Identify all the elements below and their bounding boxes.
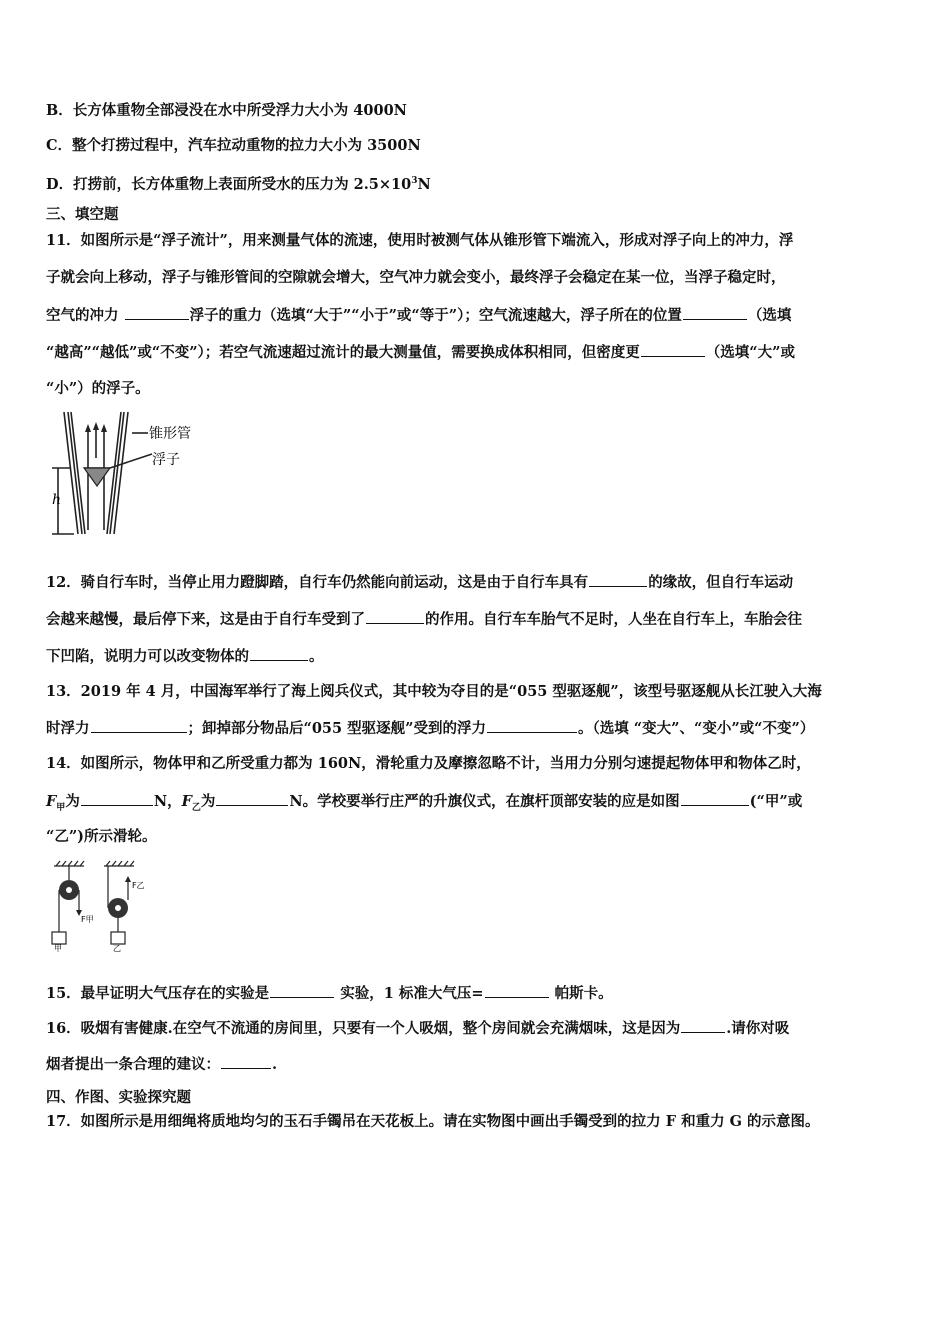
force-yi: F (181, 793, 192, 810)
q16-text-c: 烟者提出一条合理的建议： (46, 1056, 220, 1073)
q11-text-d: “越高”“越低”或“不变”）；若空气流速超过流计的最大测量值，需要换成体积相同，但密度更 (46, 344, 640, 361)
q11-line-3 (46, 305, 791, 326)
tube-label: 锥形管 (149, 426, 191, 442)
q14-end: (“甲”或 (749, 793, 803, 810)
pulley-figure (44, 860, 164, 952)
q11-line-1: 11．如图所示是“浮子流计”，用来测量气体的流速，使用时被测气体从锥形管下端流入，形成对浮子向上的冲力，浮 (46, 232, 794, 249)
q11-line-5: “小”）的浮子。 (46, 380, 150, 397)
q16-text-d: . (272, 1056, 278, 1073)
q15-text-b: 实验，1 标准大气压= (335, 985, 484, 1002)
q14-n-2: N。学校要举行庄严的升旗仪式，在旗杆顶部安装的应是如图 (289, 793, 680, 810)
q16-line-2 (46, 1054, 277, 1075)
float-flowmeter-figure (44, 408, 194, 538)
force-jia: F (46, 793, 57, 810)
q16-text-a: 16．吸烟有害健康.在空气不流通的房间里，只要有一个人吸烟，整个房间就会充满烟味，这是因为 (46, 1020, 681, 1037)
q14-line-3: “乙”)所示滑轮。 (46, 828, 157, 845)
q16-blank-2[interactable] (221, 1054, 271, 1069)
q11-text-b: 浮子的重力（选填“大于”“小于”或“等于”）；空气流速越大，浮子所在的位置 (189, 307, 682, 324)
q14-blank-3[interactable] (681, 791, 749, 806)
tube-left-outer (64, 412, 78, 534)
q11-text-c: （选填 (747, 307, 792, 324)
section-heading-fill-blank: 三、填空题 (46, 206, 119, 223)
fig-object-yi: 乙 (113, 944, 121, 952)
q13-line-2 (46, 718, 814, 739)
q13-text-b: ；卸掉部分物品后“055 型驱逐舰”受到的浮力 (187, 720, 486, 737)
float-label: 浮子 (152, 452, 180, 468)
q12-text-b: 的缘故，但自行车运动 (648, 574, 794, 591)
q14-n-1: N， (153, 793, 182, 810)
q12-line-2 (46, 609, 802, 630)
q12-blank-3[interactable] (250, 646, 308, 661)
option-d-exponent: 3 (411, 176, 418, 186)
q13-line-1: 13．2019 年 4 月，中国海军举行了海上阅兵仪式，其中较为夺目的是“055 型驱逐舰”，该型号驱逐舰从长江驶入大海 (46, 683, 822, 700)
q15-text-c: 帕斯卡。 (549, 985, 613, 1002)
option-c: C．整个打捞过程中，汽车拉动重物的拉力大小为 3500N (46, 137, 421, 154)
q12-text-d: 的作用。自行车车胎气不足时，人坐在自行车上，车胎会往 (425, 611, 802, 628)
q14-line-2 (46, 791, 802, 818)
q15-text-a: 15．最早证明大气压存在的实验是 (46, 985, 270, 1002)
q11-blank-2[interactable] (683, 305, 747, 320)
fig-object-jia: 甲 (54, 944, 62, 952)
option-d-text: D．打捞前，长方体重物上表面所受水的压力为 2.5×10 (46, 175, 412, 193)
q12-text-a: 12．骑自行车时，当停止用力蹬脚踏，自行车仍然能向前运动，这是由于自行车具有 (46, 574, 589, 591)
q11-text-e: （选填“大”或 (705, 344, 795, 361)
q12-blank-2[interactable] (366, 609, 424, 624)
q17-line: 17．如图所示是用细绳将质地均匀的玉石手镯吊在天花板上。请在实物图中画出手镯受到的拉力 F 和重力 G 的示意图。 (46, 1113, 820, 1130)
section-heading-drawing: 四、作图、实验探究题 (46, 1089, 191, 1106)
option-d-unit: N (417, 175, 431, 193)
q12-blank-1[interactable] (589, 572, 647, 587)
q16-text-b: .请你对吸 (726, 1020, 790, 1037)
q12-text-f: 。 (309, 648, 324, 665)
tube-right-outer (114, 412, 128, 534)
q11-text-a: 空气的冲力 (46, 307, 124, 324)
q12-line-3 (46, 646, 324, 667)
q14-blank-2[interactable] (216, 791, 288, 806)
q11-line-2: 子就会向上移动，浮子与锥形管间的空隙就会增大，空气冲力就会变小，最终浮子会稳定在某一位，当浮子稳定时， (46, 269, 786, 286)
q13-blank-2[interactable] (487, 718, 577, 733)
q13-text-a: 时浮力 (46, 720, 90, 737)
q15-blank-1[interactable] (270, 983, 334, 998)
q12-text-c: 会越来越慢，最后停下来，这是由于自行车受到了 (46, 611, 365, 628)
q15-line (46, 983, 613, 1004)
option-d (46, 171, 431, 195)
q12-line-1 (46, 572, 793, 593)
force-jia-sub: 甲 (56, 802, 66, 813)
q13-blank-1[interactable] (91, 718, 187, 733)
q16-blank-1[interactable] (681, 1018, 725, 1033)
fig-force-yi: F乙 (132, 881, 145, 890)
fig-force-jia: F甲 (81, 915, 94, 924)
force-yi-sub: 乙 (191, 802, 201, 813)
q15-blank-2[interactable] (485, 983, 549, 998)
q14-line-1: 14．如图所示，物体甲和乙所受重力都为 160N，滑轮重力及摩擦忽略不计，当用力分别匀速提起物体甲和物体乙时， (46, 755, 811, 772)
q14-wei-2: 为 (200, 793, 216, 810)
q11-blank-3[interactable] (641, 342, 705, 357)
q16-line-1 (46, 1018, 789, 1039)
q11-blank-1[interactable] (125, 305, 189, 320)
q13-text-c: 。（选填 “变大”、“变小”或“不变”） (578, 720, 815, 737)
q14-wei-1: 为 (65, 793, 80, 810)
option-b: B．长方体重物全部浸没在水中所受浮力大小为 4000N (46, 102, 407, 119)
q14-blank-1[interactable] (81, 791, 153, 806)
q11-line-4 (46, 342, 795, 363)
height-label: h (52, 492, 62, 508)
q12-text-e: 下凹陷，说明力可以改变物体的 (46, 648, 249, 665)
